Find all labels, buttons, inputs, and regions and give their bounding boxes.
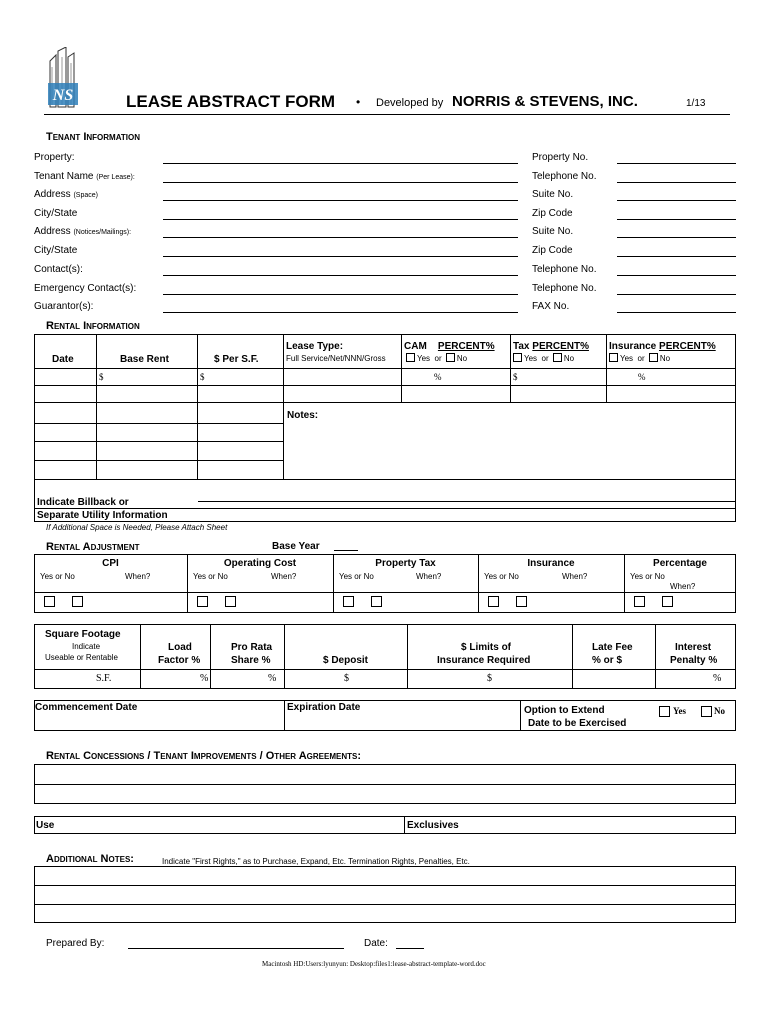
tenant-field-line[interactable]: [163, 200, 518, 201]
tenant-field-label: Address (Space): [34, 189, 98, 200]
tenant-right-label: Property No.: [532, 152, 589, 163]
cam-label: CAM PERCENT%: [404, 341, 495, 352]
svg-text:NS: NS: [52, 87, 74, 104]
tenant-field-label: Emergency Contact(s):: [34, 283, 137, 294]
lease-type-label: Lease Type:: [286, 341, 344, 352]
notes-label: Notes:: [287, 410, 319, 421]
val-sf: S.F.: [96, 673, 112, 684]
tenant-field-line[interactable]: [163, 275, 518, 276]
pro-2: Share %: [231, 655, 271, 666]
tenant-right-label: Zip Code: [532, 208, 573, 219]
tax-no-checkbox[interactable]: [553, 353, 562, 362]
date-line[interactable]: [396, 948, 424, 949]
adjustment-yes-checkbox[interactable]: [44, 596, 55, 607]
insurance-label: Insurance PERCENT%: [609, 341, 716, 352]
base-year-label: Base Year: [272, 541, 320, 552]
sq-title: Square Footage: [45, 629, 121, 640]
tenant-right-line[interactable]: [617, 294, 736, 295]
base-year-line[interactable]: [334, 550, 358, 551]
adjustment-when: When?: [271, 572, 297, 581]
tenant-right-line[interactable]: [617, 256, 736, 257]
adjustment-no-checkbox[interactable]: [662, 596, 673, 607]
tenant-field-label: Address (Notices/Mailings):: [34, 226, 132, 237]
insurance-pct: %: [638, 372, 646, 382]
prepared-by-line[interactable]: [128, 948, 344, 949]
col-date: Date: [52, 354, 74, 365]
adjustment-yes-checkbox[interactable]: [634, 596, 645, 607]
tenant-right-line[interactable]: [617, 163, 736, 164]
tenant-right-label: Telephone No.: [532, 283, 597, 294]
cam-no-checkbox[interactable]: [446, 353, 455, 362]
per-sf-dollar: $: [200, 372, 205, 382]
adjustment-yes-checkbox[interactable]: [343, 596, 354, 607]
adjustment-yes-no: Yes or No: [193, 572, 228, 581]
adjustment-col-header: CPI: [102, 558, 119, 569]
expiration-label: Expiration Date: [287, 702, 361, 713]
tenant-right-line[interactable]: [617, 182, 736, 183]
val-load-pct: %: [200, 673, 209, 684]
lease-type-options: Full Service/Net/NNN/Gross: [286, 354, 386, 363]
file-path: Macintosh HD:Users:lyunyun: Desktop:files1:lease-abstract-template-word.doc: [262, 960, 486, 968]
adjustment-when: When?: [125, 572, 151, 581]
tenant-field-line[interactable]: [163, 294, 518, 295]
insurance-yes-checkbox[interactable]: [609, 353, 618, 362]
page-number: 1/13: [686, 98, 706, 109]
header-bullet: •: [356, 95, 361, 109]
deposit: $ Deposit: [323, 655, 369, 666]
insurance-no-checkbox[interactable]: [649, 353, 658, 362]
tenant-field-line[interactable]: [163, 312, 518, 313]
val-limits: $: [487, 673, 492, 684]
tenant-right-label: FAX No.: [532, 301, 570, 312]
option-yes-label: Yes: [673, 706, 686, 716]
adjustment-yes-no: Yes or No: [484, 572, 519, 581]
tenant-field-label: Property:: [34, 152, 75, 163]
tenant-field-label: City/State: [34, 208, 78, 219]
val-interest: %: [713, 673, 722, 684]
adjustment-when: When?: [416, 572, 442, 581]
load-2: Factor %: [158, 655, 201, 666]
adjustment-col-header: Operating Cost: [223, 558, 297, 569]
tenant-field-line[interactable]: [163, 256, 518, 257]
late-1: Late Fee: [592, 642, 633, 653]
val-pro-pct: %: [268, 673, 277, 684]
tax-label: Tax PERCENT%: [513, 341, 589, 352]
adjustment-yes-no: Yes or No: [40, 572, 75, 581]
tenant-right-line[interactable]: [617, 237, 736, 238]
int-1: Interest: [675, 642, 712, 653]
additional-notes-box[interactable]: [34, 866, 736, 923]
adjustment-no-checkbox[interactable]: [225, 596, 236, 607]
option-no-checkbox[interactable]: [701, 706, 712, 717]
int-2: Penalty %: [670, 655, 718, 666]
header-rule: [44, 114, 730, 115]
option-no-label: No: [714, 706, 725, 716]
adjustment-yes-checkbox[interactable]: [197, 596, 208, 607]
adjustment-yes-no: Yes or No: [339, 572, 374, 581]
section-heading-rental: Rental Information: [46, 320, 140, 332]
load-1: Load: [168, 642, 192, 653]
billback-label-2: Separate Utility Information: [37, 510, 168, 521]
dates-table: [34, 700, 736, 731]
tenant-right-line[interactable]: [617, 200, 736, 201]
cam-yes-no: Yes or No: [404, 353, 467, 363]
tenant-field-label: City/State: [34, 245, 78, 256]
option-label-1: Option to Extend: [524, 705, 605, 716]
use-label: Use: [36, 820, 55, 831]
tenant-field-line[interactable]: [163, 219, 518, 220]
adjustment-yes-checkbox[interactable]: [488, 596, 499, 607]
sq-sub1: Indicate: [72, 642, 101, 651]
adjustment-col-header: Percentage: [653, 558, 707, 569]
section-heading-additional: Additional Notes:: [46, 853, 134, 865]
tax-dollar: $: [513, 372, 518, 382]
tenant-right-label: Telephone No.: [532, 171, 597, 182]
tenant-field-label: Contact(s):: [34, 264, 83, 275]
adjustment-when: When?: [670, 582, 696, 591]
adjustment-when: When?: [562, 572, 588, 581]
tenant-right-label: Suite No.: [532, 189, 574, 200]
section-heading-tenant: Tenant Information: [46, 131, 141, 143]
section-heading-adjustment: Rental Adjustment: [46, 541, 140, 553]
tenant-right-label: Zip Code: [532, 245, 573, 256]
tenant-right-line[interactable]: [617, 275, 736, 276]
tax-yes-no: Yes or No: [511, 353, 574, 363]
cam-yes-checkbox[interactable]: [406, 353, 415, 362]
cam-pct: %: [434, 372, 442, 382]
tax-yes-checkbox[interactable]: [513, 353, 522, 362]
tenant-right-label: Suite No.: [532, 226, 574, 237]
adjustment-no-checkbox[interactable]: [371, 596, 382, 607]
adjustment-yes-no: Yes or No: [630, 572, 665, 581]
col-base-rent: Base Rent: [120, 354, 169, 365]
limits-2: Insurance Required: [437, 655, 531, 666]
adjustment-no-checkbox[interactable]: [72, 596, 83, 607]
date-label: Date:: [364, 938, 388, 949]
billback-label-1: Indicate Billback or: [37, 497, 129, 508]
tenant-field-label: Tenant Name (Per Lease):: [34, 171, 135, 182]
adjustment-col-header: Property Tax: [375, 558, 436, 569]
additional-note: Indicate "First Rights," as to Purchase, Expand, Etc. Termination Rights, Penalties, Etc.: [162, 857, 470, 866]
section-heading-concessions: Rental Concessions / Tenant Improvements / Other Agreements:: [46, 750, 362, 762]
tenant-field-label: Guarantor(s):: [34, 301, 94, 312]
tenant-right-line[interactable]: [617, 219, 736, 220]
billback-line[interactable]: [198, 501, 736, 502]
option-yes-checkbox[interactable]: [659, 706, 670, 717]
commencement-label: Commencement Date: [35, 702, 138, 713]
late-2: % or $: [592, 655, 623, 666]
tenant-field-line[interactable]: [163, 163, 518, 164]
exclusives-label: Exclusives: [407, 820, 459, 831]
company-logo: [44, 47, 84, 109]
adjustment-no-checkbox[interactable]: [516, 596, 527, 607]
form-title: LEASE ABSTRACT FORM: [126, 92, 336, 111]
insurance-yes-no: Yes or No: [607, 353, 670, 363]
option-label-2: Date to be Exercised: [528, 718, 627, 729]
limits-1: $ Limits of: [461, 642, 512, 653]
base-rent-dollar: $: [99, 372, 104, 382]
tenant-right-line[interactable]: [617, 312, 736, 313]
developed-by-label: Developed by: [376, 97, 444, 109]
col-per-sf: $ Per S.F.: [214, 354, 259, 365]
sq-sub2: Useable or Rentable: [45, 653, 118, 662]
pro-1: Pro Rata: [231, 642, 273, 653]
use-table: [34, 816, 736, 834]
tenant-field-line[interactable]: [163, 182, 518, 183]
val-deposit: $: [344, 673, 349, 684]
tenant-field-line[interactable]: [163, 237, 518, 238]
company-name: NORRIS & STEVENS, INC.: [452, 93, 638, 110]
attach-sheet-note: If Additional Space is Needed, Please Attach Sheet: [46, 523, 228, 532]
prepared-by-label: Prepared By:: [46, 938, 105, 949]
adjustment-col-header: Insurance: [527, 558, 575, 569]
tenant-right-label: Telephone No.: [532, 264, 597, 275]
